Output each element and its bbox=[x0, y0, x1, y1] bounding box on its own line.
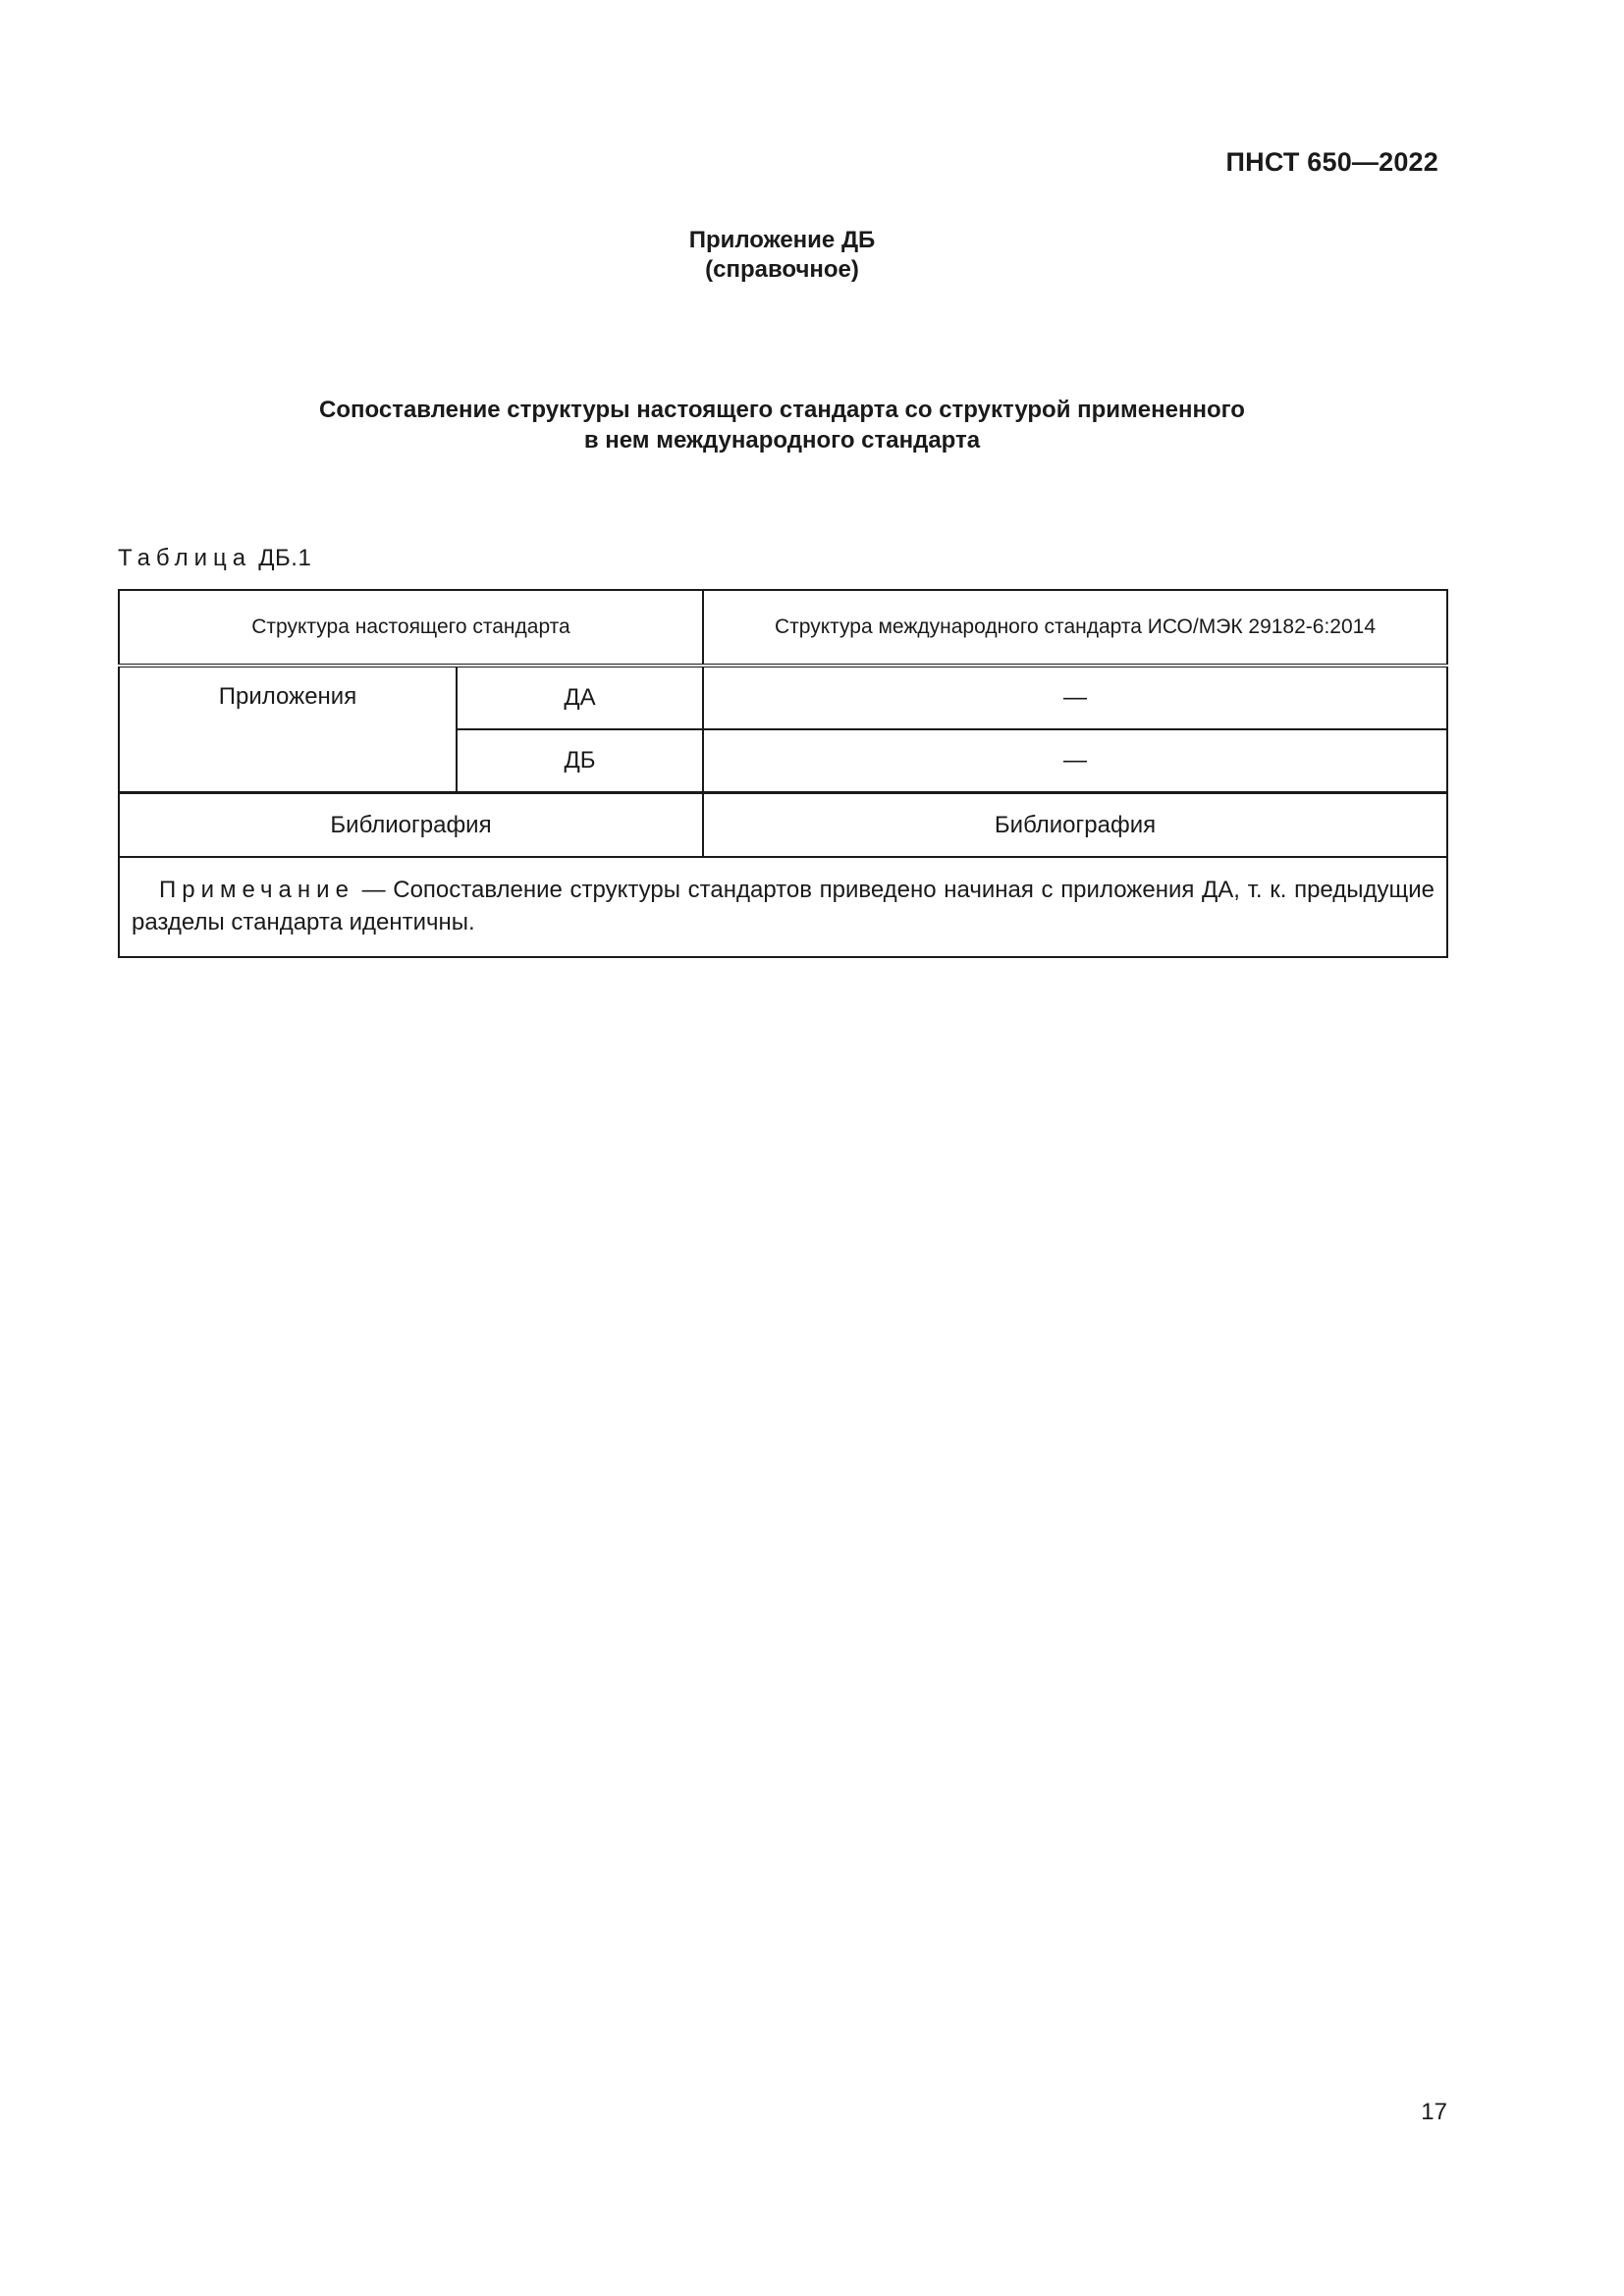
bibliography-national-cell: Библиография bbox=[119, 793, 703, 858]
page-number: 17 bbox=[1421, 2099, 1447, 2125]
appendices-group-cell: Приложения bbox=[119, 666, 457, 793]
structure-comparison-table bbox=[118, 589, 1448, 958]
table-row bbox=[119, 666, 1447, 729]
section-title-line-2: в нем международного стандарта bbox=[583, 427, 981, 454]
appendix-heading bbox=[118, 226, 1446, 285]
header-cell-international: Структура международного стандарта ИСО/МЭК 29182-6:2014 bbox=[703, 590, 1447, 666]
appendix-da-counterpart-cell: — bbox=[703, 666, 1447, 729]
appendix-subtitle: (справочное) bbox=[705, 256, 859, 283]
note-text: — Сопоставление структуры стандартов приведено начиная с приложения ДА, т. к. предыдущие разделы стандарта идентичны. bbox=[132, 877, 1435, 935]
appendix-title: Приложение ДБ bbox=[688, 227, 876, 253]
table-caption bbox=[118, 545, 311, 572]
appendix-da-cell: ДА bbox=[457, 666, 703, 729]
bibliography-international-cell: Библиография bbox=[703, 793, 1447, 858]
table-row bbox=[119, 793, 1447, 858]
table-note-row bbox=[119, 857, 1447, 957]
header-cell-national: Структура настоящего стандарта bbox=[119, 590, 703, 666]
table-caption-label: Таблица bbox=[118, 545, 252, 571]
note-label: Примечание bbox=[159, 877, 354, 903]
appendix-db-counterpart-cell: — bbox=[703, 729, 1447, 793]
table-note-cell bbox=[119, 857, 1447, 957]
appendix-db-cell: ДБ bbox=[457, 729, 703, 793]
section-title bbox=[118, 395, 1446, 455]
table-header-row bbox=[119, 590, 1447, 666]
section-title-line-1: Сопоставление структуры настоящего стандарта со структурой примененного bbox=[319, 397, 1245, 423]
document-code: ПНСТ 650—2022 bbox=[1225, 147, 1438, 177]
table-caption-number: ДБ.1 bbox=[258, 545, 312, 571]
